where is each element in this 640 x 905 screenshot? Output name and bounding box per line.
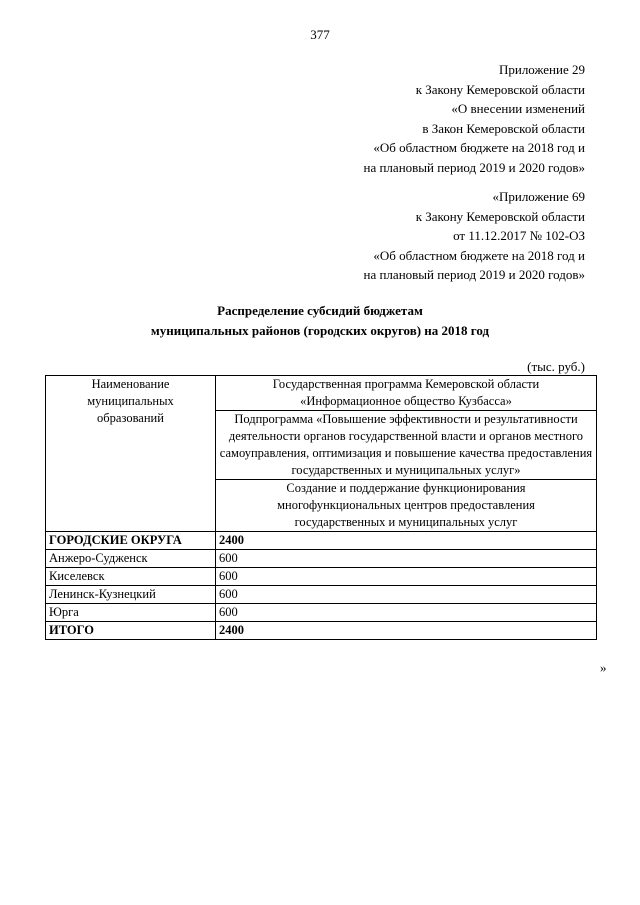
appendix-29-line: на плановый период 2019 и 2020 годов» [363,159,585,175]
appendix-69-line: «Приложение 69 [492,189,585,204]
row-name: ГОРОДСКИЕ ОКРУГА [46,532,216,550]
title-line-1: Распределение субсидий бюджетам [217,303,423,318]
table-row [46,532,597,550]
table-row [46,568,597,586]
row-value: 2400 [216,622,597,640]
header-row-program [46,376,597,411]
row-value: 600 [216,586,597,604]
row-name: ИТОГО [46,622,216,640]
row-value: 600 [216,550,597,568]
table-row [46,604,597,622]
title-line-2: муниципальных районов (городских округов) на 2018 год [150,322,490,338]
row-name: Юрга [46,604,216,622]
appendix-29-line: «Об областном бюджете на 2018 год и [373,140,585,155]
appendix-29-line: «О внесении изменений [451,101,585,116]
total-row [46,622,597,640]
row-name: Киселевск [46,568,216,586]
subprogram-header: Подпрограмма «Повышение эффективности и результативности деятельности органов государственной власти и органов местного самоуправления, оптимизация и повышение качества предоставления государственных и муниципальных услуг» [216,411,597,480]
document-title [0,301,640,340]
row-name: Анжеро-Судженск [46,550,216,568]
measure-header: Создание и поддержание функционирования многофункциональных центров предоставления государственных и муниципальных услуг [216,480,597,532]
appendix-69-line: «Об областном бюджете на 2018 год и [373,247,585,263]
units-label: (тыс. руб.) [527,359,585,374]
table-row [46,550,597,568]
program-header: Государственная программа Кемеровской области «Информационное общество Кузбасса» [216,376,597,411]
appendix-69-line: от 11.12.2017 № 102-ОЗ [453,228,585,243]
appendix-29-line: в Закон Кемеровской области [422,120,585,136]
appendix-69-line: на плановый период 2019 и 2020 годов» [363,267,585,282]
subsidy-table [45,375,597,640]
page-number: 377 [310,27,330,42]
appendix-69-line: к Закону Кемеровской области [415,208,585,224]
row-value: 2400 [216,532,597,550]
municipality-name-header: Наименование муниципальных образований [46,376,216,532]
table-row [46,586,597,604]
appendix-29-line: Приложение 29 [498,62,585,77]
closing-quote: » [600,660,607,675]
appendix-29-header [364,60,586,177]
appendix-69-header [364,187,586,285]
row-name: Ленинск-Кузнецкий [46,586,216,604]
appendix-29-line: к Закону Кемеровской области [415,81,585,97]
row-value: 600 [216,568,597,586]
row-value: 600 [216,604,597,622]
